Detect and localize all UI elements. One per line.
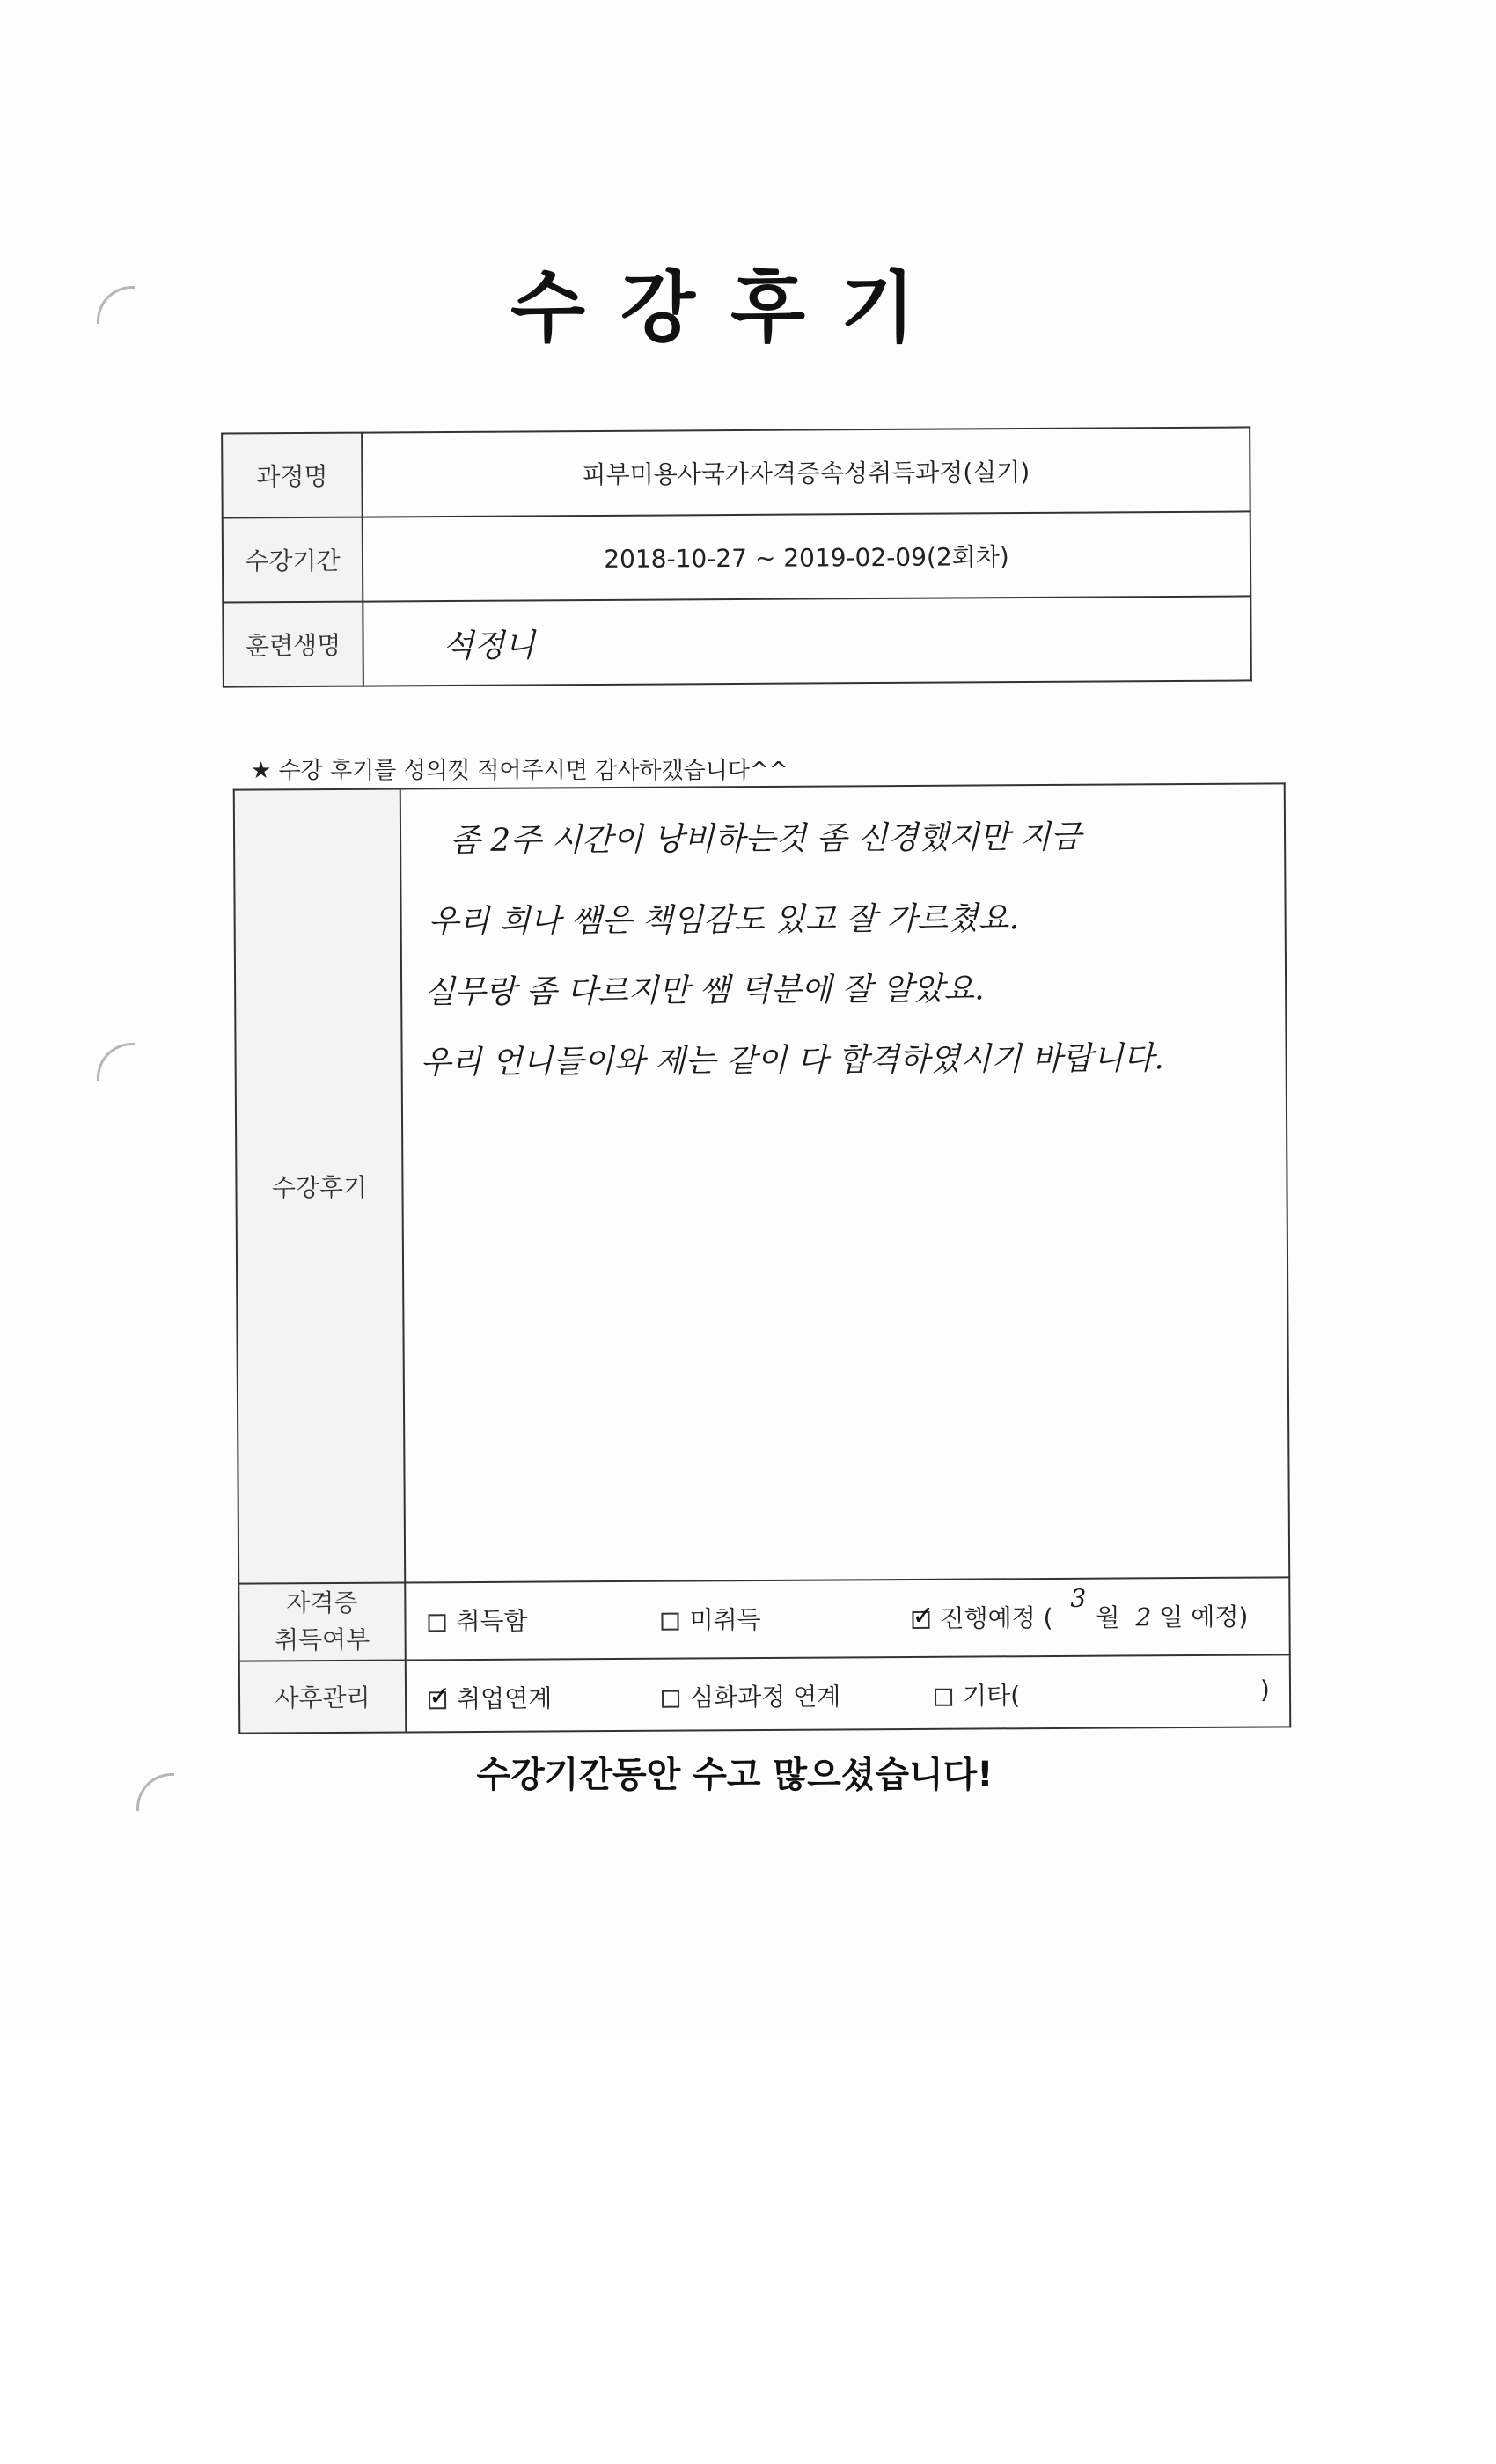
checkbox[interactable] (662, 1690, 679, 1708)
review-label: 수강후기 (234, 789, 406, 1584)
option-job-placement[interactable] (429, 1679, 552, 1715)
option-label: 미취득 (689, 1605, 761, 1635)
course-value: 피부미용사국가자격증속성취득과정(실기) (362, 427, 1250, 517)
review-table (233, 782, 1292, 1734)
handwritten-month: 3 (1070, 1583, 1087, 1613)
period-value: 2018-10-27 ~ 2019-02-09(2회차) (363, 511, 1251, 601)
checkbox-checked[interactable] (428, 1681, 451, 1712)
checkmark-icon: ✓ (428, 1681, 451, 1712)
certification-label (238, 1582, 406, 1661)
month-label: 월 (1096, 1602, 1120, 1632)
certification-row (238, 1577, 1290, 1661)
course-row (222, 427, 1250, 517)
trainee-label: 훈련생명 (223, 602, 363, 687)
checkbox[interactable] (935, 1689, 952, 1706)
option-other[interactable] (935, 1676, 1020, 1712)
option-acquired[interactable] (428, 1602, 527, 1639)
option-label: 심화과정 연계 (689, 1682, 841, 1712)
option-label: 취득함 (456, 1606, 528, 1637)
course-info-table (221, 426, 1252, 687)
option-other-close: ) (1259, 1675, 1271, 1705)
review-content (400, 783, 1289, 1582)
day-label: 일 예정) (1159, 1602, 1249, 1632)
course-label: 과정명 (222, 433, 363, 518)
checkbox-checked[interactable] (912, 1600, 935, 1632)
aftercare-row (239, 1654, 1290, 1733)
aftercare-label: 사후관리 (239, 1660, 406, 1733)
trainee-row (223, 596, 1251, 686)
trainee-name: 석정니 (363, 596, 1251, 686)
closing-message: 수강기간동안 수고 많으셨습니다! (476, 1755, 994, 1795)
review-row (234, 783, 1289, 1583)
checkmark-icon: ✓ (912, 1600, 935, 1632)
period-row (223, 511, 1251, 602)
certification-label-line2: 취득여부 (274, 1624, 370, 1655)
review-line: 우리 언니들이와 제는 같이 다 합격하였시기 바랍니다. (420, 1040, 1164, 1082)
punch-hole-mark (97, 1043, 135, 1081)
aftercare-options (406, 1654, 1290, 1732)
option-label: 진행예정 ( (940, 1602, 1053, 1633)
handwritten-day: 2 (1135, 1602, 1152, 1632)
certification-options (405, 1577, 1290, 1660)
review-line: 좀 2주 시간이 낭비하는것 좀 신경했지만 지금 (449, 818, 1082, 860)
option-label: 기타( (962, 1681, 1021, 1711)
option-not-acquired[interactable] (661, 1601, 760, 1637)
certification-label-line1: 자격증 (286, 1588, 358, 1618)
instruction-note: ★ 수강 후기를 성의껏 적어주시면 감사하겠습니다^^ (251, 758, 788, 784)
period-label: 수강기간 (223, 517, 363, 603)
option-label: 취업연계 (456, 1683, 553, 1714)
review-line: 우리 희나 쌤은 책임감도 있고 잘 가르쳤요. (428, 900, 1020, 941)
option-in-progress[interactable] (912, 1583, 1249, 1635)
review-line: 실무랑 좀 다르지만 쌤 덕분에 잘 알았요. (424, 971, 985, 1011)
page-title: 수강후기 (510, 262, 951, 353)
checkbox[interactable] (428, 1614, 445, 1632)
checkbox[interactable] (661, 1613, 678, 1631)
option-advanced-course[interactable] (662, 1677, 840, 1713)
